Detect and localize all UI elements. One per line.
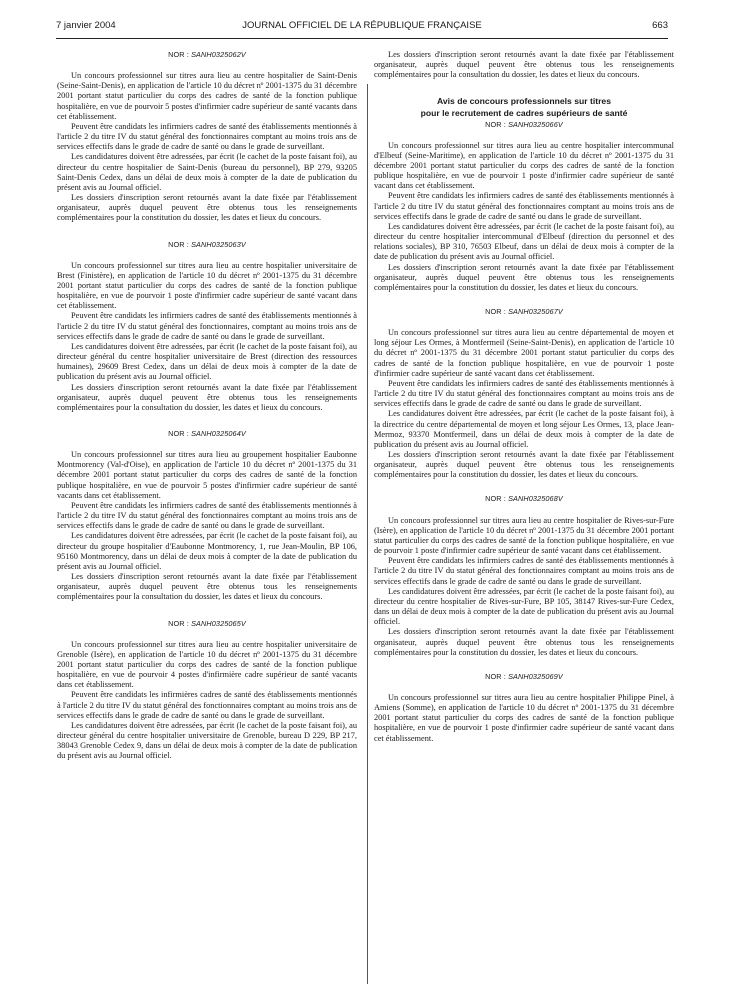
paragraph: Les dossiers d'inscription seront retournés avant la date fixée par l'établissement organisateur, auprès duquel peuvent être obtenus tous les renseignements complémentaires pour la constitution du dossier, les dates et lieux du concours. (374, 262, 674, 292)
paragraph: Un concours professionnel sur titres aura lieu au centre hospitalier Philippe Pinel, à Amiens (Somme), en application de l'article 10 du décret nº 2001-1375 du 31 décembre 2001 portant statut particulier du corps des cadres de santé de la fonction publique hospitalière, en vue de pourvoir 1 poste d'infirmier cadre supérieur de santé vacant dans cet établissement. (374, 692, 674, 743)
paragraph: Un concours professionnel sur titres aura lieu au centre hospitalier de Saint-Denis (Seine-Saint-Denis), en application de l'article 10 du décret nº 2001-1375 du 31 décembre 2001 portant statut particulier du corps des cadres de santé de la fonction publique hospitalière, en vue de pourvoir 5 postes d'infirmier cadre supérieur de santé vacants dans cet établissement. (57, 71, 357, 121)
paragraph: Peuvent être candidats les infirmiers cadres de santé des établissements mentionnés à l'article 2 du titre IV du statut général des fonctionnaires comptant au moins trois ans de services effectifs dans le grade de cadre de santé ou dans le grade de surveillant. (374, 191, 674, 221)
notice (57, 240, 357, 414)
header-rule (56, 38, 668, 39)
nor-label: NOR : (168, 429, 189, 438)
nor-label: NOR : (168, 618, 189, 628)
nor-code: SANH0325062V (191, 50, 246, 59)
paragraph: Les candidatures doivent être adressées, par écrit (le cachet de la poste faisant foi), au directeur général du centre hospitalier universitaire de Brest (direction des ressources humaines), 29609 Brest Cedex, dans un délai de deux mois à compter de la date de publication du présent avis au Journal officiel. (57, 341, 357, 382)
paragraph: Les dossiers d'inscription seront retournés avant la date fixée par l'établissement organisateur, auprès duquel peuvent être obtenus tous les renseignements complémentaires pour la constitution du dossier, les dates et lieux du concours. (374, 627, 674, 657)
paragraph: Les dossiers d'inscription seront retournés avant la date fixée par l'établissement organisateur, auprès duquel peuvent être obtenus tous les renseignements complémentaires pour la consultation du dossier, les dates et lieux du concours. (57, 382, 357, 412)
nor-code: SANH0325066V (508, 120, 563, 130)
nor-reference (374, 307, 674, 317)
left-column (57, 50, 357, 778)
paragraph: Les candidatures doivent être adressées, par écrit (le cachet de la poste faisant foi), à la directrice du centre départemental de moyen et long séjour Les Ormes, 13, place Jean-Mermoz, 93370 Montfermeil, dans un délai de deux mois à compter de la date de publication du présent avis au Journal officiel. (374, 409, 674, 449)
nor-code: SANH0325064V (191, 429, 246, 438)
paragraph: Peuvent être candidats les infirmiers cadres de santé des établissements mentionnés à l'article 2 du titre IV du statut général des fonctionnaires comptant au moins trois ans de services effectifs dans le grade de cadre de santé ou dans le grade de surveillant. (57, 121, 357, 152)
nor-code: SANH0325069V (508, 671, 563, 681)
nor-reference (57, 50, 357, 60)
paragraph: Les candidatures doivent être adressées, par écrit (le cachet de la poste faisant foi), au directeur du centre hospitalier de Saint-Denis (bureau du personnel), BP 279, 93205 Saint-Denis Cedex, dans un délai de deux mois à compter de la date de publication du présent avis au Journal officiel. (57, 152, 357, 192)
nor-reference (57, 429, 357, 439)
nor-code: SANH0325065V (191, 618, 246, 628)
section-subtitle: pour le recrutement de cadres supérieurs de santé (420, 108, 628, 119)
nor-label: NOR : (485, 494, 506, 504)
nor-reference (374, 120, 674, 130)
nor-label: NOR : (485, 120, 506, 130)
issue-date: 7 janvier 2004 (56, 20, 116, 31)
nor-code: SANH0325068V (508, 494, 563, 504)
nor-label: NOR : (168, 50, 189, 59)
paragraph: Les dossiers d'inscription seront retournés avant la date fixée par l'établissement organisateur, auprès duquel peuvent être obtenus tous les renseignements complémentaires pour la constitution du dossier, les dates et lieux du concours. (374, 450, 674, 480)
nor-code: SANH0325063V (191, 239, 246, 249)
right-column (374, 50, 674, 758)
paragraph: Peuvent être candidats les infirmières cadres de santé des établissements mentionnés à l'article 2 du titre IV du statut général des fonctionnaires comptant au moins trois ans de services effectifs dans le grade de cadre de santé ou dans le grade de surveillant. (57, 690, 357, 720)
nor-reference (374, 494, 674, 504)
nor-reference (374, 672, 674, 682)
nor-label: NOR : (485, 671, 506, 681)
paragraph: Un concours professionnel sur titres aura lieu au groupement hospitalier Eaubonne Montmorency (Val-d'Oise), en application de l'article 10 du décret nº 2001-1375 du 31 décembre 2001 portant statut particulier du corps des cadres de santé de la fonction publique hospitalière, en vue de pourvoir 5 postes d'infirmier cadre supérieur de santé vacants dans cet établissement. (57, 450, 357, 500)
paragraph: Un concours professionnel sur titres aura lieu au centre hospitalier universitaire de Grenoble (Isère), en application de l'article 10 du décret nº 2001-1375 du 31 décembre 2001 portant statut particulier du corps des cadres de santé de la fonction publique hospitalière, en vue de pourvoir 4 postes d'infirmière cadre supérieur de santé vacants dans cet établissement. (57, 639, 357, 690)
notice (374, 120, 674, 293)
nor-reference (57, 619, 357, 629)
column-divider (367, 84, 368, 984)
notice (374, 494, 674, 657)
notice (57, 619, 357, 762)
paragraph: Les dossiers d'inscription seront retournés avant la date fixée par l'établissement organisateur, auprès duquel peuvent être obtenus tous les renseignements complémentaires pour la constitution du dossier, les dates et lieux du concours. (57, 193, 357, 223)
paragraph: Peuvent être candidats les infirmiers cadres de santé des établissements mentionnés à l'article 2 du titre IV du statut général des fonctionnaires, comptant au moins trois ans de services effectifs dans le grade de cadre de santé ou dans le grade de surveillant. (57, 311, 357, 341)
paragraph: Les candidatures doivent être adressées, par écrit (le cachet de la poste faisant foi), au directeur général du centre hospitalier universitaire de Grenoble, bureau D 229, BP 217, 38043 Grenoble Cedex 9, dans un délai de deux mois à compter de la date de publication du présent avis au Journal officiel. (57, 720, 357, 761)
paragraph: Un concours professionnel sur titres aura lieu au centre départemental de moyen et long séjour Les Ormes, à Montfermeil (Seine-Saint-Denis), en application de l'article 10 du décret nº 2001-1375 du 31 décembre 2001 portant statut particulier du corps des cadres de santé de la fonction publique hospitalière, en vue de pourvoir 1 poste d'infirmier cadre supérieur de santé vacant dans cet établissement. (374, 328, 674, 378)
nor-label: NOR : (485, 306, 506, 316)
notice (57, 429, 357, 603)
section-title: Avis de concours professionnels sur titres (437, 96, 611, 107)
nor-code: SANH0325067V (508, 306, 563, 316)
paragraph: Les candidatures doivent être adressées, par écrit (le cachet de la poste faisant foi), au directeur du centre hospitalier de Rives-sur-Fure, BP 105, 38147 Rives-sur-Fure Cedex, dans un délai de deux mois à compter de la date de publication du présent avis au Journal officiel. (374, 586, 674, 627)
nor-label: NOR : (168, 239, 189, 249)
paragraph: Peuvent être candidats les infirmiers cadres de santé des établissements mentionnés à l'article 2 du titre IV du statut général des fonctionnaires comptant au moins trois ans de services effectifs dans le grade de cadre de santé ou dans le grade de surveillant. (57, 500, 357, 531)
paragraph: Les dossiers d'inscription seront retournés avant la date fixée par l'établissement organisateur, auprès duquel peuvent être obtenus tous les renseignements complémentaires pour la consultation du dossier, les dates et lieux du concours. (57, 572, 357, 602)
carryover-paragraph: Les dossiers d'inscription seront retournés avant la date fixée par l'établissement organisateur, auprès duquel peuvent être obtenus tous les renseignements complémentaires pour la consultation du dossier, les dates et lieux du concours. (374, 50, 674, 80)
notice (374, 672, 674, 744)
paragraph: Les candidatures doivent être adressées, par écrit (le cachet de la poste faisant foi), au directeur du centre hospitalier intercommunal d'Elbeuf (direction du personnel et des relations sociales), BP 310, 76503 Elbeuf, dans un délai de deux mois à compter de la date de publication du présent avis au Journal officiel. (374, 221, 674, 262)
page-number: 663 (652, 20, 668, 31)
paragraph: Peuvent être candidats les infirmiers cadres de santé des établissements mentionnés à l'article 2 du titre IV du statut général des fonctionnaires comptant au moins trois ans de services effectifs dans le grade de cadre de santé ou dans le grade de surveillant. (374, 378, 674, 409)
paragraph: Peuvent être candidats les infirmiers cadres de santé des établissements mentionnés à l'article 2 du titre IV du statut général des fonctionnaires comptant au moins trois ans de services effectifs dans le grade de cadre de santé ou dans le grade de surveillant. (374, 556, 674, 586)
paragraph: Un concours professionnel sur titres aura lieu au centre hospitalier intercommunal d'Elbeuf (Seine-Maritime), en application de l'article 10 du décret nº 2001-1375 du 31 décembre 2001 portant statut particulier du corps des cadres de santé de la fonction publique hospitalière, en vue de pourvoir 1 poste d'infirmier cadre supérieur de santé vacant dans cet établissement. (374, 140, 674, 191)
notice (374, 307, 674, 481)
paragraph: Les candidatures doivent être adressées, par écrit (le cachet de la poste faisant foi), au directeur du groupe hospitalier d'Eaubonne Montmorency, 1, rue Jean-Moulin, BP 106, 95160 Montmorency, dans un délai de deux mois à compter de la date de publication du présent avis au Journal officiel. (57, 531, 357, 571)
paragraph: Un concours professionnel sur titres aura lieu au centre hospitalier universitaire de Brest (Finistère), en application de l'article 10 du décret nº 2001-1375 du 31 décembre 2001 portant statut particulier du corps des cadres de santé de la fonction publique hospitalière, en vue de pourvoir 1 poste d'infirmier cadre supérieur de santé vacant dans cet établissement. (57, 260, 357, 311)
paragraph: Un concours professionnel sur titres aura lieu au centre hospitalier de Rives-sur-Fure (Isère), en application de l'article 10 du décret nº 2001-1375 du 31 décembre 2001 portant statut particulier du corps des cadres de santé de la fonction publique hospitalière, en vue de pourvoir 1 poste d'infirmier cadre supérieur de santé vacant dans cet établissement. (374, 515, 674, 556)
nor-reference (57, 240, 357, 250)
page-header (56, 20, 668, 34)
notice (57, 50, 357, 224)
journal-title: JOURNAL OFFICIEL DE LA RÉPUBLIQUE FRANÇAISE (242, 20, 482, 31)
